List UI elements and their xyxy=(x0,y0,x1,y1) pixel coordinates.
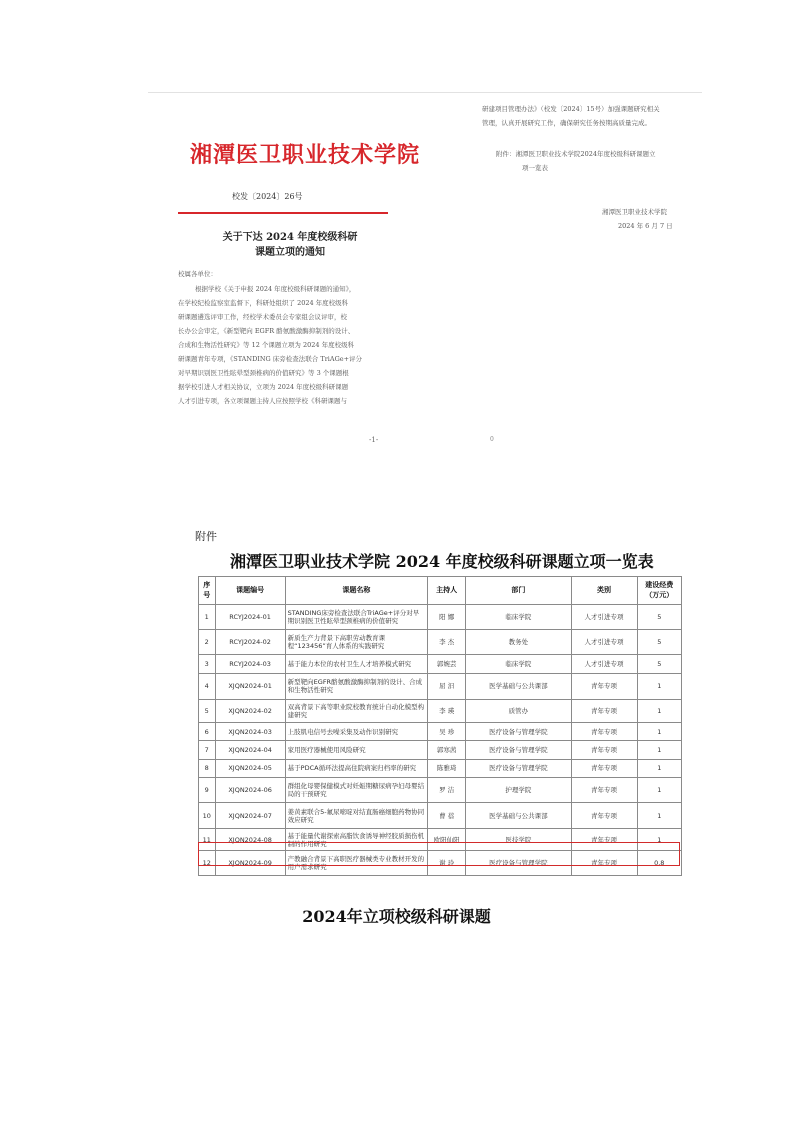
cell-type: 青年专项 xyxy=(571,828,637,850)
cell-dept: 教务处 xyxy=(466,630,571,655)
cell-no: 7 xyxy=(199,741,216,759)
col-header-name: 课题名称 xyxy=(285,577,427,605)
right-body-line: 研建项目管理办法》（校发〔2024〕15号）加强课题研究相关 xyxy=(482,105,660,113)
body-line: 人才引进专项，各立项课题主持人应按照学校《科研课题与 xyxy=(178,397,347,405)
cell-no: 9 xyxy=(199,777,216,803)
notice-title-line2: 课题立项的通知 xyxy=(255,247,325,258)
body-line: 长办公会审定，《新型靶向 EGFR 酪氨酸激酶抑制剂的设计、 xyxy=(178,327,355,335)
cell-no: 5 xyxy=(199,699,216,722)
institution-name: 湘潭医卫职业技术学院 xyxy=(190,142,421,168)
cell-no: 3 xyxy=(199,654,216,673)
cell-dept: 医疗设备与管理学院 xyxy=(466,851,571,876)
notice-right-page xyxy=(470,92,702,454)
cell-name: STANDING床旁检查法联合TriAGe+评分对早期识别医卫性眩晕型颈椎病的价值研究 xyxy=(285,604,427,630)
body-line: 据学校引进人才相关协议，立项为 2024 年度校级科研课题 xyxy=(178,383,349,391)
cell-code: XJQN2024-06 xyxy=(215,777,285,803)
cell-type: 青年专项 xyxy=(571,723,637,741)
cell-funding: 5 xyxy=(637,630,681,655)
body-line: 研课题遴选评审工作，经校学术委员会专家组会议评审，校 xyxy=(178,313,347,321)
document-number: 校发〔2024〕26号 xyxy=(232,192,303,201)
cell-dept: 医疗设备与管理学院 xyxy=(466,723,571,741)
cell-no: 2 xyxy=(199,630,216,655)
body-line: 在学校纪检监察室监督下，科研处组织了 2024 年度校级科 xyxy=(178,299,349,307)
cell-leader: 李 瑛 xyxy=(428,699,466,722)
cell-code: XJQN2024-07 xyxy=(215,803,285,829)
cell-no: 11 xyxy=(199,828,216,850)
page-number: -1- xyxy=(369,436,379,444)
cell-code: XJQN2024-04 xyxy=(215,741,285,759)
col-header-no: 序号 xyxy=(199,577,216,605)
attachment-reference: 附件：湘潭医卫职业技术学院2024年度校级科研课题立 xyxy=(496,150,656,158)
col-header-funding-line2: （万元） xyxy=(645,591,674,600)
cell-funding: 1 xyxy=(637,741,681,759)
cell-type: 人才引进专项 xyxy=(571,654,637,673)
cell-dept: 医技学院 xyxy=(466,828,571,850)
cell-funding: 0.8 xyxy=(637,851,681,876)
cell-name: 基于能力本位的农村卫生人才培养模式研究 xyxy=(285,654,427,673)
cell-leader: 陈雅琦 xyxy=(428,759,466,777)
cell-no: 10 xyxy=(199,803,216,829)
cell-dept: 医学基础与公共课部 xyxy=(466,803,571,829)
body-line: 研课题青年专项，《STANDING 床旁检查法联合 TriAGe+评分 xyxy=(178,355,363,363)
cell-dept: 护理学院 xyxy=(466,777,571,803)
cell-code: XJQN2024-02 xyxy=(215,699,285,722)
cell-dept: 质管办 xyxy=(466,699,571,722)
table-row xyxy=(199,741,682,759)
table-row xyxy=(199,699,682,722)
col-header-type: 类别 xyxy=(571,577,637,605)
appendix-label: 附件 xyxy=(195,530,217,543)
table-row xyxy=(199,723,682,741)
col-header-funding xyxy=(637,577,681,605)
cell-leader: 阳 娜 xyxy=(428,604,466,630)
image-caption: 2024年立项校级科研课题 xyxy=(302,907,491,926)
body-line: 根据学校《关于申报 2024 年度校级科研课题的通知》， xyxy=(195,285,356,293)
cell-name: 新质生产力背景下高职劳动教育课程“123456”育人体系的实践研究 xyxy=(285,630,427,655)
cell-no: 1 xyxy=(199,604,216,630)
cell-leader: 曹 蓓 xyxy=(428,803,466,829)
cell-type: 青年专项 xyxy=(571,674,637,700)
highlight-box xyxy=(198,842,680,866)
cell-funding: 1 xyxy=(637,759,681,777)
col-header-code: 课题编号 xyxy=(215,577,285,605)
cell-no: 6 xyxy=(199,723,216,741)
cell-dept: 医学基础与公共课部 xyxy=(466,674,571,700)
cell-no: 4 xyxy=(199,674,216,700)
cell-code: XJQN2024-09 xyxy=(215,851,285,876)
cell-code: XJQN2024-08 xyxy=(215,828,285,850)
cell-no: 8 xyxy=(199,759,216,777)
cell-type: 青年专项 xyxy=(571,851,637,876)
cell-code: XJQN2024-03 xyxy=(215,723,285,741)
table-row xyxy=(199,674,682,700)
cell-type: 人才引进专项 xyxy=(571,630,637,655)
cell-leader: 欧阳仙阳 xyxy=(428,828,466,850)
cell-type: 人才引进专项 xyxy=(571,604,637,630)
cell-funding: 1 xyxy=(637,674,681,700)
cell-code: RCYJ2024-03 xyxy=(215,654,285,673)
cell-name: 群组化母婴保健模式对妊娠期糖尿病孕妇母婴结局的干预研究 xyxy=(285,777,427,803)
body-line: 对早期识别医卫性眩晕型颈椎病的价值研究》等 3 个课题根 xyxy=(178,369,349,377)
cell-leader: 屈 汩 xyxy=(428,674,466,700)
cell-name: 产教融合背景下高职医疗器械类专业教材开发的用户需求研究 xyxy=(285,851,427,876)
notice-title-line1: 关于下达 2024 年度校级科研 xyxy=(222,232,358,243)
cell-name: 新型靶向EGFR酪氨酸激酶抑制剂的设计、合成和生物活性研究 xyxy=(285,674,427,700)
project-list-table xyxy=(198,576,682,876)
cell-code: RCYJ2024-02 xyxy=(215,630,285,655)
cell-funding: 1 xyxy=(637,803,681,829)
cell-code: XJQN2024-01 xyxy=(215,674,285,700)
col-header-dept: 部门 xyxy=(466,577,571,605)
right-body-line: 管理，认真开展研究工作，确保研究任务按期高质量完成。 xyxy=(482,119,651,127)
cell-name: 上肢肌电信号去噪采集及动作识别研究 xyxy=(285,723,427,741)
cell-leader: 郭寒茜 xyxy=(428,741,466,759)
table-row xyxy=(199,803,682,829)
cell-leader: 谢 玲 xyxy=(428,851,466,876)
table-row xyxy=(199,759,682,777)
cell-code: XJQN2024-05 xyxy=(215,759,285,777)
body-line: 校属各单位： xyxy=(178,270,217,278)
cell-name: 家用医疗器械使用风险研究 xyxy=(285,741,427,759)
appendix-table-title: 湘潭医卫职业技术学院 2024 年度校级科研课题立项一览表 xyxy=(230,552,654,571)
cell-type: 青年专项 xyxy=(571,777,637,803)
table-row xyxy=(199,604,682,630)
body-line: 合成和生物活性研究》等 12 个课题立项为 2024 年度校级科 xyxy=(178,341,355,349)
page-corner-mark: 0 xyxy=(490,436,494,443)
signature-date: 2024 年 6 月 7 日 xyxy=(618,222,673,230)
cell-name: 姜黄素联合5-氟尿嘧啶对结直肠癌细胞药物协同效应研究 xyxy=(285,803,427,829)
signature-institution: 湘潭医卫职业技术学院 xyxy=(602,208,667,216)
cell-dept: 医疗设备与管理学院 xyxy=(466,759,571,777)
cell-name: 基于能量代谢探索高脂饮食诱导神经胶质损伤机制的作用研究 xyxy=(285,828,427,850)
cell-funding: 1 xyxy=(637,828,681,850)
table-header-row xyxy=(199,577,682,605)
table-row xyxy=(199,630,682,655)
cell-leader: 吴 珍 xyxy=(428,723,466,741)
cell-funding: 5 xyxy=(637,654,681,673)
cell-leader: 罗 洁 xyxy=(428,777,466,803)
cell-dept: 医疗设备与管理学院 xyxy=(466,741,571,759)
cell-dept: 临床学院 xyxy=(466,604,571,630)
cell-funding: 1 xyxy=(637,723,681,741)
cell-funding: 1 xyxy=(637,777,681,803)
attachment-reference-cont: 项一览表 xyxy=(522,164,548,172)
cell-dept: 临床学院 xyxy=(466,654,571,673)
cell-no: 12 xyxy=(199,851,216,876)
cell-name: 双高背景下高等职业院校教育统计自动化模型构建研究 xyxy=(285,699,427,722)
cell-type: 青年专项 xyxy=(571,741,637,759)
cell-type: 青年专项 xyxy=(571,699,637,722)
col-header-leader: 主持人 xyxy=(428,577,466,605)
table-row xyxy=(199,654,682,673)
cell-leader: 郭婉芸 xyxy=(428,654,466,673)
cell-leader: 李 杰 xyxy=(428,630,466,655)
cell-type: 青年专项 xyxy=(571,759,637,777)
cell-type: 青年专项 xyxy=(571,803,637,829)
table-row xyxy=(199,777,682,803)
cell-code: RCYJ2024-01 xyxy=(215,604,285,630)
cell-name: 基于PDCA循环法提高住院病案归档率的研究 xyxy=(285,759,427,777)
red-divider xyxy=(178,212,388,214)
cell-funding: 5 xyxy=(637,604,681,630)
cell-funding: 1 xyxy=(637,699,681,722)
col-header-funding-line1: 建设经费 xyxy=(645,581,674,590)
